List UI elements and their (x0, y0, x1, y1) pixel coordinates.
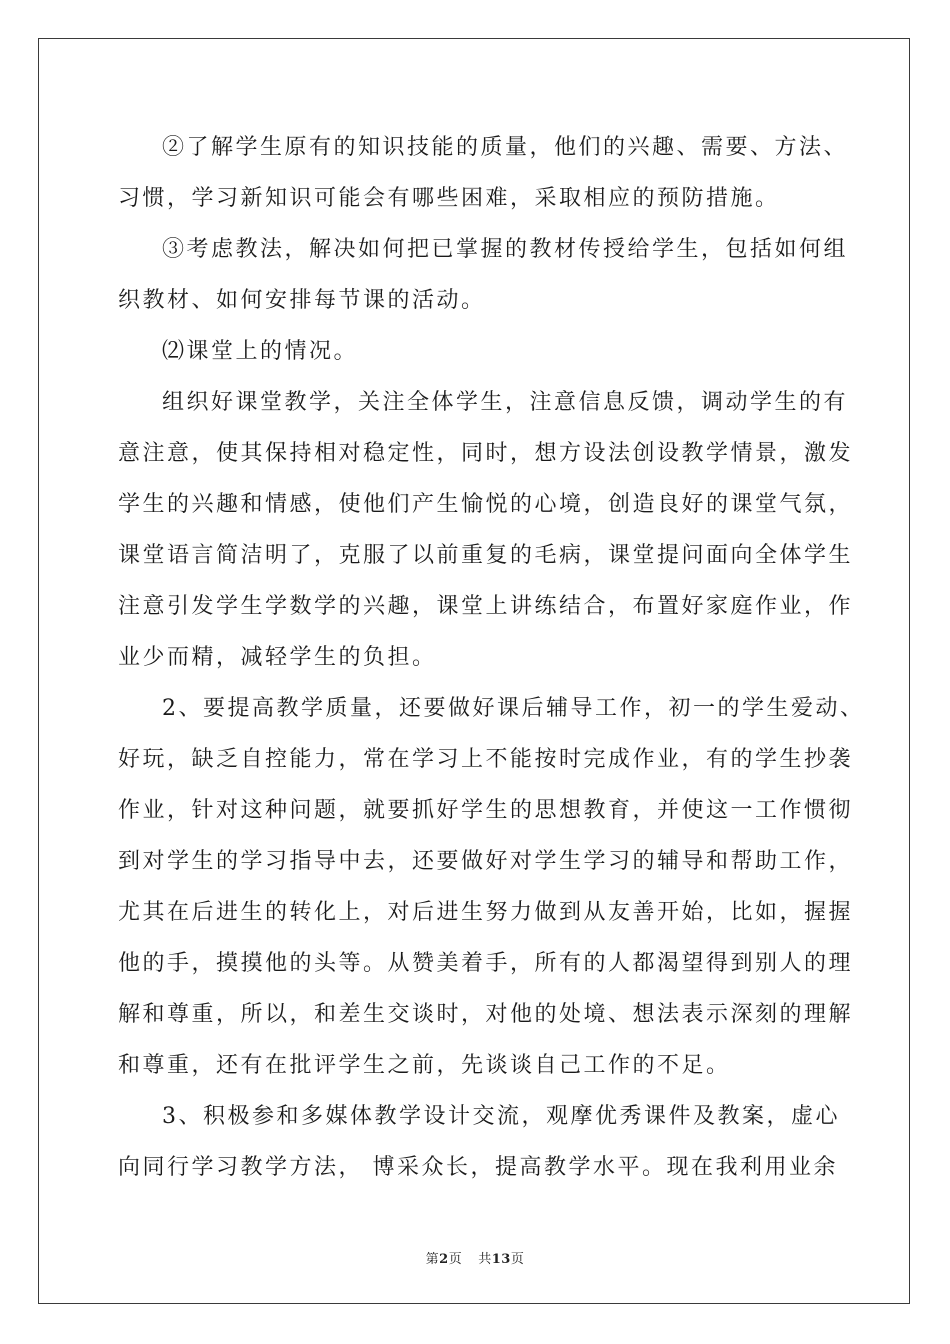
page-prefix: 第 (425, 1252, 440, 1267)
text-line: 和尊重，还有在批评学生之前，先谈谈自己工作的不足。 (118, 1053, 731, 1078)
text-line: 注意引发学生学数学的兴趣，课堂上讲练结合，布置好家庭作业，作 (118, 594, 854, 619)
text-line: 组织好课堂教学，关注全体学生，注意信息反馈，调动学生的有 (162, 390, 849, 415)
paragraph-1 (118, 122, 849, 224)
text-line: 尤其在后进生的转化上，对后进生努力做到从友善开始，比如，握握 (118, 900, 854, 925)
total-prefix: 共 (478, 1252, 492, 1267)
text-line: 到对学生的学习指导中去，还要做好对学生学习的辅导和帮助工作， (118, 849, 854, 874)
text-line: ⑵课堂上的情况。 (162, 339, 359, 364)
text-line: 意注意，使其保持相对稳定性，同时，想方设法创设教学情景，激发 (118, 441, 854, 466)
text-line: 好玩，缺乏自控能力，常在学习上不能按时完成作业，有的学生抄袭 (118, 747, 854, 772)
paragraph-2 (118, 224, 849, 326)
text-line: 作业，针对这种问题，就要抓好学生的思想教育，并使这一工作惯彻 (118, 798, 854, 823)
text-line: 课堂语言简洁明了，克服了以前重复的毛病，课堂提问面向全体学生 (118, 543, 854, 568)
document-body (118, 122, 865, 1193)
text-line: 学生的兴趣和情感，使他们产生愉悦的心境，创造良好的课堂气氛， (118, 492, 854, 517)
text-line: 他的手，摸摸他的头等。从赞美着手，所有的人都渴望得到别人的理 (118, 951, 854, 976)
text-line: 织教材、如何安排每节课的活动。 (118, 288, 486, 313)
paragraph-4 (118, 377, 854, 683)
page-suffix: 页 (448, 1252, 463, 1267)
text-line: 习惯，学习新知识可能会有哪些困难，采取相应的预防措施。 (118, 186, 780, 211)
paragraph-3 (118, 326, 838, 377)
paragraph-6 (118, 1091, 838, 1193)
text-line: 3、积极参和多媒体教学设计交流，观摩优秀课件及教案，虚心 (162, 1104, 840, 1129)
total-suffix: 页 (510, 1252, 525, 1267)
page-number: 2 (439, 1252, 449, 1267)
paragraph-5 (118, 683, 865, 1091)
text-line: ②了解学生原有的知识技能的质量，他们的兴趣、需要、方法、 (162, 135, 849, 160)
page-footer (0, 1248, 950, 1267)
text-line: 业少而精，减轻学生的负担。 (118, 645, 437, 670)
text-line: ③考虑教法，解决如何把已掌握的教材传授给学生，包括如何组 (162, 237, 849, 262)
text-line: 解和尊重，所以，和差生交谈时，对他的处境、想法表示深刻的理解 (118, 1002, 854, 1027)
total-pages: 13 (491, 1252, 511, 1267)
text-line: 向同行学习教学方法， 博采众长，提高教学水平。现在我利用业余 (118, 1155, 838, 1180)
text-line: 2、要提高教学质量，还要做好课后辅导工作，初一的学生爱动、 (162, 696, 865, 721)
